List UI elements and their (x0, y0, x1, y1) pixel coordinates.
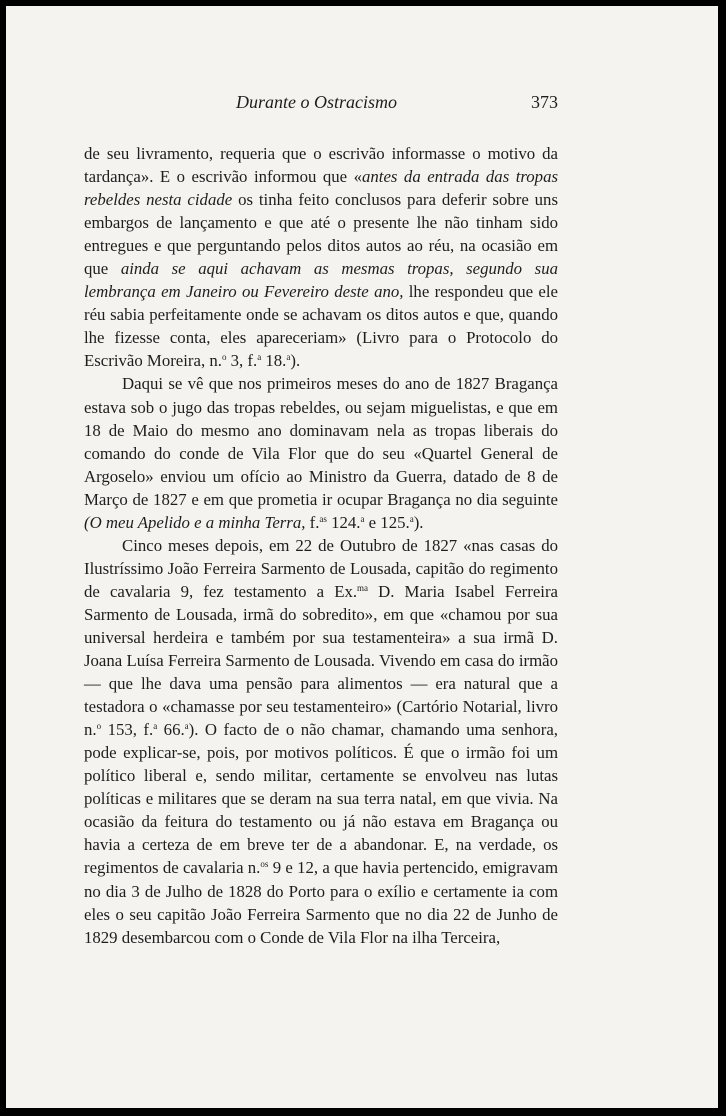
paragraph-1 (84, 142, 558, 372)
superscript: as (319, 513, 327, 524)
body-text (84, 142, 558, 949)
text-run: 124. (326, 512, 361, 532)
text-run: 153, f. (101, 720, 154, 740)
superscript: a (286, 352, 291, 363)
italic-citation: (O meu Apelido e a minha Terra, (84, 512, 306, 532)
superscript: ma (357, 582, 369, 593)
paragraph-3 (84, 534, 558, 949)
text-run: ). (413, 512, 424, 532)
superscript: a (184, 721, 189, 732)
superscript: a (409, 513, 414, 524)
italic-quote: ainda se aqui achavam as mesmas tropas, segundo sua lembrança em Janeiro ou Fevereiro deste ano, (84, 259, 558, 302)
text-run: Cinco meses depois, em 22 de Outubro de 1827 «nas casas do Ilustríssimo João Ferreira Sarmento de Lousada, capitão do regimento de cavalaria 9, fez testamento a Ex. (84, 535, 558, 601)
italic-quote: antes da entrada das tropas rebeldes nesta cidade (84, 167, 558, 210)
superscript: a (360, 513, 365, 524)
superscript: os (260, 859, 269, 870)
text-run: f. (305, 512, 320, 532)
text-run: 66. (157, 720, 185, 740)
page-number: 373 (531, 92, 558, 112)
superscript: o (221, 352, 227, 363)
superscript: a (257, 352, 262, 363)
running-header (84, 92, 558, 118)
book-page (6, 6, 718, 1108)
text-run: lhe respondeu que ele réu sabia perfeitamente onde se achavam os ditos autos e que, quando lhe fizesse conta, eles apareceriam» (Livro para o Protocolo do Escrivão Moreira, n. (84, 282, 558, 371)
text-run: D. Maria Isabel Ferreira Sarmento de Lousada, irmã do sobredito», em que «chamou por sua universal herdeira e também por sua testamenteira» a sua irmã D. Joana Luísa Ferreira Sarmento de Lousada. Vivendo em casa do irmão — que lhe dava uma pensão para alimentos — era natural que a testadora o «chamasse por seu testamenteiro» (Cartório Notarial, livro n. (84, 581, 559, 740)
text-run: ). (290, 351, 301, 371)
text-run: de seu livramento, requeria que o escrivão informasse o motivo da tardança». E o escrivão informou que « (84, 144, 558, 187)
running-title: Durante o Ostracismo (236, 92, 397, 112)
text-run: os tinha feito conclusos para deferir sobre uns embargos de lançamento e que até o presente lhe não tinham sido entregues e que perguntando pelos ditos autos ao réu, na ocasião em que (84, 190, 558, 279)
text-run: 3, f. (226, 351, 258, 371)
text-run: 18. (261, 351, 287, 371)
text-run: 9 e 12, a que havia pertencido, emigravam no dia 3 de Julho de 1828 do Porto para o exílio e certamente ia com eles o seu capitão João Ferreira Sarmento que no dia 22 de Junho de 1829 desembarcou com o Conde de Vila Flor na ilha Terceira, (84, 858, 558, 947)
text-run: Daqui se vê que nos primeiros meses do ano de 1827 Bragança estava sob o jugo das tropas rebeldes, ou sejam miguelistas, e que em 18 de Maio do mesmo ano dominavam nela as tropas liberais do comando do conde de Vila Flor que do seu «Quartel General de Argoselo» enviou um ofício ao Ministro da Guerra, datado de 8 de Março de 1827 e em que prometia ir ocupar Bragança no dia seguinte (84, 374, 558, 509)
superscript: a (153, 721, 158, 732)
text-run: ). O facto de o não chamar, chamando uma senhora, pode explicar-se, pois, por motivos políticos. É que o irmão foi um político liberal e, sendo militar, certamente se envolveu nas lutas políticas e militares que se deram na sua terra natal, em que vivia. Na ocasião da feitura do testamento ou já não estava em Bragança ou havia a certeza de em breve ter de a abandonar. E, na verdade, os regimentos de cavalaria n. (84, 720, 559, 878)
text-run: e 125. (364, 512, 410, 532)
superscript: o (96, 721, 102, 732)
paragraph-2 (84, 372, 558, 533)
